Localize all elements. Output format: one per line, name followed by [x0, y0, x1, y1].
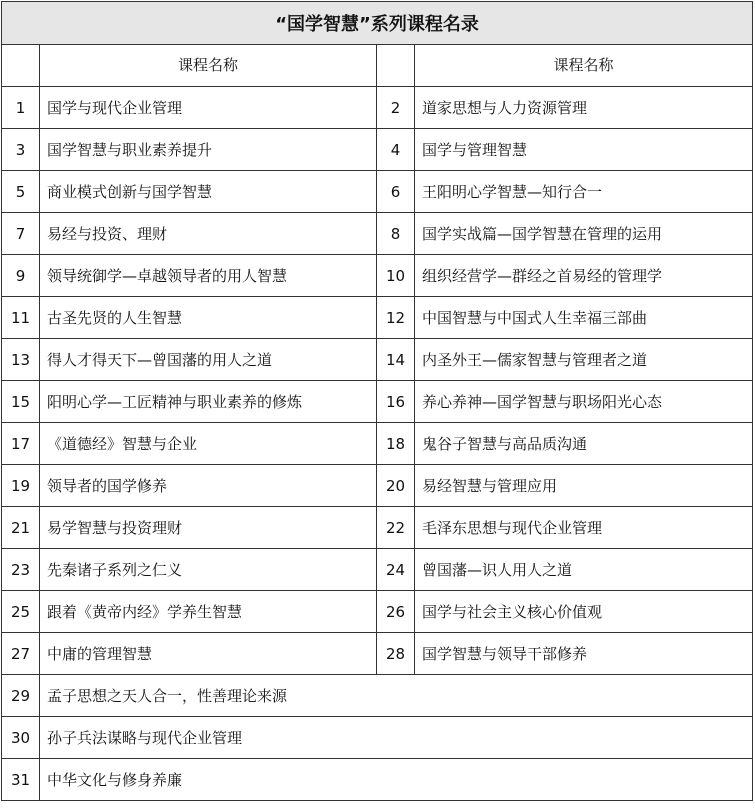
course-name: 中庸的管理智慧	[40, 633, 377, 675]
course-number: 20	[377, 465, 415, 507]
course-name: 国学智慧与领导干部修养	[415, 633, 753, 675]
course-name: 养心养神—国学智慧与职场阳光心态	[415, 381, 753, 423]
table-row	[2, 549, 753, 591]
course-number: 17	[2, 423, 40, 465]
course-name: 国学智慧与职业素养提升	[40, 129, 377, 171]
course-name: 中华文化与修身养廉	[40, 759, 753, 801]
table-row	[2, 423, 753, 465]
course-number: 10	[377, 255, 415, 297]
course-name: 易经与投资、理财	[40, 213, 377, 255]
course-name: 曾国藩—识人用人之道	[415, 549, 753, 591]
table-row	[2, 255, 753, 297]
table-row	[2, 213, 753, 255]
course-name: 国学与管理智慧	[415, 129, 753, 171]
course-name: 国学实战篇—国学智慧在管理的运用	[415, 213, 753, 255]
course-number: 18	[377, 423, 415, 465]
table-row	[2, 297, 753, 339]
table-row	[2, 87, 753, 129]
course-number: 5	[2, 171, 40, 213]
header-blank-right	[377, 45, 415, 87]
course-name: 国学与现代企业管理	[40, 87, 377, 129]
course-number: 6	[377, 171, 415, 213]
table-row	[2, 675, 753, 717]
course-name: 商业模式创新与国学智慧	[40, 171, 377, 213]
header-course-name-right: 课程名称	[415, 45, 753, 87]
course-number: 22	[377, 507, 415, 549]
course-name: 国学与社会主义核心价值观	[415, 591, 753, 633]
table-row	[2, 717, 753, 759]
course-number: 26	[377, 591, 415, 633]
course-number: 14	[377, 339, 415, 381]
course-name: 毛泽东思想与现代企业管理	[415, 507, 753, 549]
table-row	[2, 465, 753, 507]
course-name: 先秦诸子系列之仁义	[40, 549, 377, 591]
course-number: 15	[2, 381, 40, 423]
title-row	[2, 2, 753, 45]
course-number: 21	[2, 507, 40, 549]
course-number: 13	[2, 339, 40, 381]
course-number: 28	[377, 633, 415, 675]
course-name: 阳明心学—工匠精神与职业素养的修炼	[40, 381, 377, 423]
course-number: 30	[2, 717, 40, 759]
table-row	[2, 759, 753, 801]
course-number: 7	[2, 213, 40, 255]
course-name: 易经智慧与管理应用	[415, 465, 753, 507]
course-number: 31	[2, 759, 40, 801]
table-title: “国学智慧”系列课程名录	[2, 2, 753, 45]
course-number: 27	[2, 633, 40, 675]
course-number: 12	[377, 297, 415, 339]
course-number: 23	[2, 549, 40, 591]
course-name: 道家思想与人力资源管理	[415, 87, 753, 129]
course-number: 16	[377, 381, 415, 423]
course-name: 中国智慧与中国式人生幸福三部曲	[415, 297, 753, 339]
course-name: 跟着《黄帝内经》学养生智慧	[40, 591, 377, 633]
header-blank-left	[2, 45, 40, 87]
course-name: 王阳明心学智慧—知行合一	[415, 171, 753, 213]
course-name: 得人才得天下—曾国藩的用人之道	[40, 339, 377, 381]
course-name: 内圣外王—儒家智慧与管理者之道	[415, 339, 753, 381]
course-name: 孟子思想之天人合一，性善理论来源	[40, 675, 753, 717]
table-row	[2, 507, 753, 549]
course-name: 易学智慧与投资理财	[40, 507, 377, 549]
course-name: 组织经营学—群经之首易经的管理学	[415, 255, 753, 297]
table-row	[2, 381, 753, 423]
course-number: 2	[377, 87, 415, 129]
course-table	[1, 1, 753, 801]
header-course-name-left: 课程名称	[40, 45, 377, 87]
course-name: 孙子兵法谋略与现代企业管理	[40, 717, 753, 759]
table-row	[2, 171, 753, 213]
table-row	[2, 591, 753, 633]
course-number: 11	[2, 297, 40, 339]
course-number: 1	[2, 87, 40, 129]
table-row	[2, 633, 753, 675]
course-number: 4	[377, 129, 415, 171]
course-number: 8	[377, 213, 415, 255]
course-number: 19	[2, 465, 40, 507]
course-name: 古圣先贤的人生智慧	[40, 297, 377, 339]
header-row	[2, 45, 753, 87]
course-name: 领导者的国学修养	[40, 465, 377, 507]
course-name: 《道德经》智慧与企业	[40, 423, 377, 465]
course-name: 鬼谷子智慧与高品质沟通	[415, 423, 753, 465]
course-table-body	[2, 2, 753, 801]
course-number: 25	[2, 591, 40, 633]
table-row	[2, 129, 753, 171]
table-row	[2, 339, 753, 381]
course-name: 领导统御学—卓越领导者的用人智慧	[40, 255, 377, 297]
course-number: 9	[2, 255, 40, 297]
course-number: 3	[2, 129, 40, 171]
course-number: 24	[377, 549, 415, 591]
course-number: 29	[2, 675, 40, 717]
